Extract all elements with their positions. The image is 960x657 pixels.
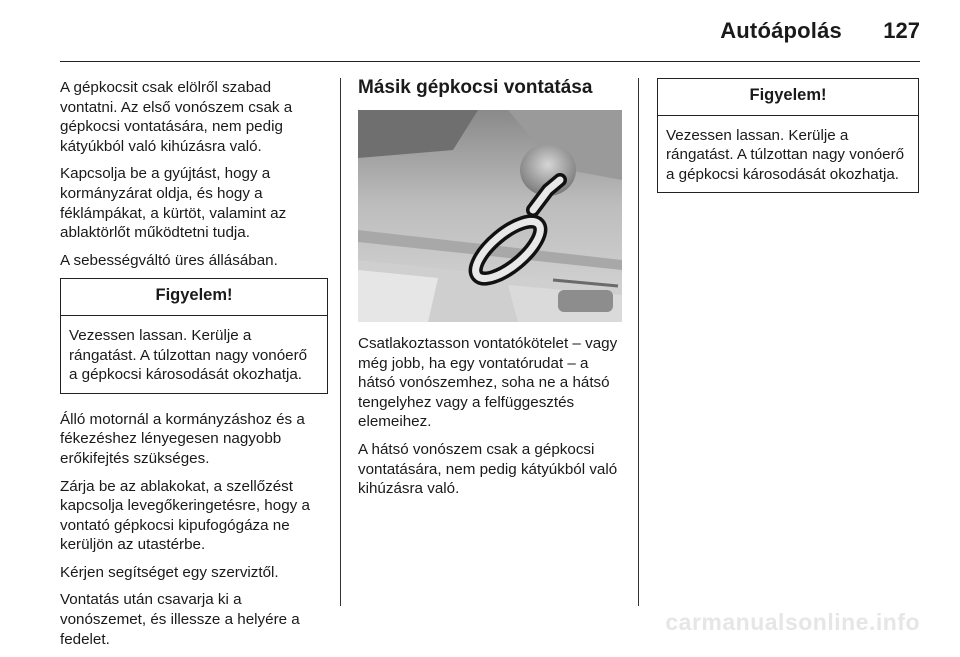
paragraph: A sebességváltó üres állásában. (60, 251, 278, 269)
paragraph: Kapcsolja be a gyújtást, hogy a kormányzárat oldja, és hogy a féklámpákat, a kürtöt, valamint az ablaktörlőt működtetni tudja. (60, 165, 287, 242)
column-divider-1 (340, 78, 341, 606)
column-divider-2 (638, 78, 639, 606)
warning-title: Figyelem! (61, 279, 327, 316)
paragraph: A gépkocsit csak elölről szabad vontatni. Az első vonószem csak a gépkocsi vontatására, nem pedig kátyúkból való kihúzásra való. (60, 79, 293, 155)
paragraph: Vontatás után csavarja ki a vonószemet, és illessze a helyére a fedelet. (60, 591, 300, 648)
section-heading: Másik gépkocsi vontatása (358, 77, 593, 98)
page-header-title: Autóápolás (720, 18, 842, 43)
warning-body: Vezessen lassan. Kerülje a rángatást. A túlzottan nagy vonóerő a gépkocsi károsodását okozhatja. (69, 326, 308, 384)
column-1 (60, 78, 328, 657)
warning-title: Figyelem! (658, 79, 918, 116)
warning-box (657, 78, 919, 193)
column-2 (358, 78, 626, 507)
paragraph: Csatlakoztasson vontatókötelet – vagy még jobb, ha egy vontatórudat – a hátsó vonószemhez, soha ne a hátsó tengelyhez vagy a felfüggesztés elemeihez. (358, 335, 618, 431)
header-divider (60, 61, 920, 62)
paragraph: Álló motornál a kormányzáshoz és a fékezéshez lényegesen nagyobb erőkifejtés szükséges. (60, 410, 305, 467)
warning-body: Vezessen lassan. Kerülje a rángatást. A túlzottan nagy vonóerő a gépkocsi károsodását okozhatja. (666, 126, 905, 183)
column-3 (657, 78, 919, 209)
rear-towing-eye-photo (358, 110, 622, 322)
paragraph: Kérjen segítséget egy szerviztől. (60, 563, 279, 581)
paragraph: Zárja be az ablakokat, a szellőzést kapcsolja levegőkeringetésre, hogy a vontató gépkocsi kipufogógáza ne kerüljön az utastérbe. (60, 477, 310, 554)
page-number: 127 (883, 18, 920, 43)
warning-box (60, 278, 328, 393)
paragraph: A hátsó vonószem csak a gépkocsi vontatására, nem pedig kátyúkból való kihúzásra való. (358, 440, 618, 498)
watermark: carmanualsonline.info (665, 609, 920, 635)
